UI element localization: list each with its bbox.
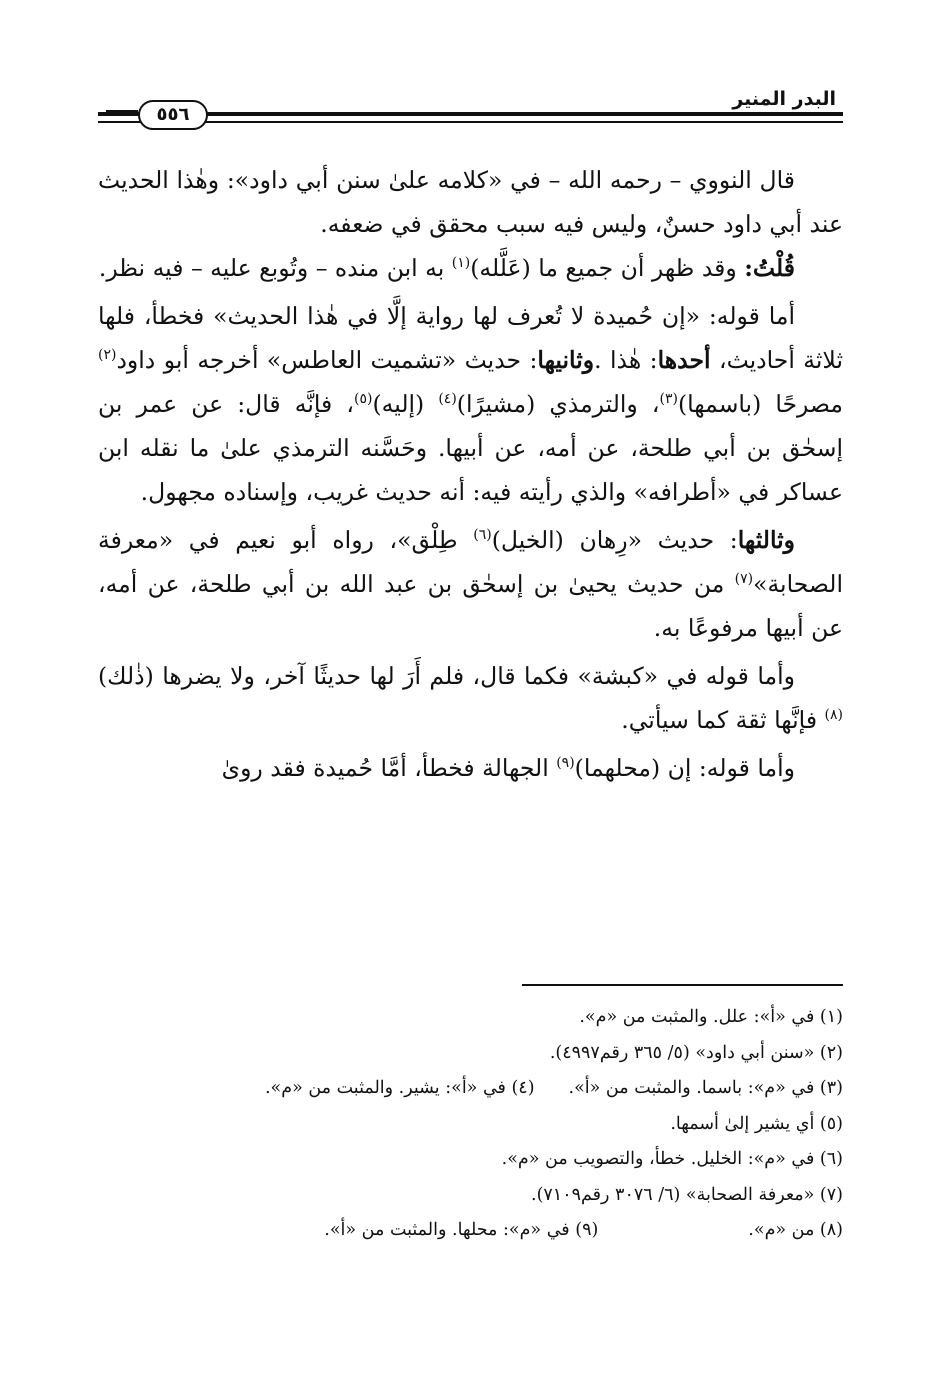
text-segment: : هٰذا . xyxy=(594,346,658,374)
footnote-ref-2: (٢) xyxy=(98,347,117,364)
text-segment: طِلْق»، رواه أبو نعيم في «معرفة الصحابة» xyxy=(98,526,843,598)
footnote-ref-5: (٥) xyxy=(354,391,373,408)
footnote-ref-4: (٤) xyxy=(438,391,457,408)
lead-word: أحدها xyxy=(657,346,711,374)
text-segment: وأما قوله: إن (محلهما) xyxy=(574,754,795,782)
text-segment: قال النووي – رحمه الله – في «كلامه علىٰ سنن أبي داود»: وهٰذا الحديث عند أبي داود حسنٌ، وليس فيه سبب محقق في ضعفه. xyxy=(98,166,843,238)
footnote-5: (٥) أي يشير إلىٰ أسمها. xyxy=(670,1113,843,1134)
footnote-ref-8: (٨) xyxy=(824,707,843,724)
paragraph-3 xyxy=(98,294,843,514)
footnote-separator xyxy=(522,984,843,986)
paragraph-6 xyxy=(98,746,843,790)
text-segment: ، والترمذي (مشيرًا) xyxy=(456,390,660,418)
text-segment: الجهالة فخطأ، أمَّا حُميدة فقد روىٰ xyxy=(221,754,557,782)
text-segment: وأما قوله في «كبشة» فكما قال، فلم أَرَ لها حديثًا آخر، ولا يضرها (ذٰلك) xyxy=(98,662,795,690)
footnote-ref-3: (٣) xyxy=(659,391,678,408)
footnote-1: (١) في «أ»: علل. والمثبت من «م». xyxy=(579,1007,843,1027)
paragraph-4 xyxy=(98,518,843,650)
footnote-4: (٤) في «أ»: يشير. والمثبت من «م». xyxy=(264,1078,535,1098)
footnote-ref-6: (٦) xyxy=(473,527,492,544)
paragraph-1 xyxy=(98,158,843,246)
text-segment: فإنَّها ثقة كما سيأتي. xyxy=(621,706,825,734)
text-segment: : حديث «تشميت العاطس» أخرجه أبو داود xyxy=(116,346,538,374)
footnote-ref-7: (٧) xyxy=(734,571,754,588)
footnote-8: (٨) من «م». xyxy=(748,1220,843,1240)
footnote-row-3-4 xyxy=(98,1071,843,1107)
running-title: البدر المنير xyxy=(732,88,836,110)
footnote-ref-1: (١) xyxy=(451,255,471,272)
footnote-ref-9: (٩) xyxy=(556,755,575,772)
lead-word: وثالثها xyxy=(737,526,795,554)
footnote-3: (٣) في «م»: باسما. والمثبت من «أ». xyxy=(568,1078,843,1098)
page-number: ٥٥٦ xyxy=(138,100,208,130)
header-rule-tick xyxy=(106,110,138,112)
footnote-2: (٢) «سنن أبي داود» (٥/ ٣٦٥ رقم٤٩٩٧). xyxy=(549,1042,843,1063)
footnotes xyxy=(98,1000,843,1249)
paragraph-2 xyxy=(98,246,843,290)
text-segment: مصرحًا (باسمها) xyxy=(677,390,843,418)
text-segment: من حديث يحيىٰ بن إسحٰق بن عبد الله بن أبي طلحة، عن أمه، عن أبيها مرفوعًا به. xyxy=(98,570,843,642)
footnote-7: (٧) «معرفة الصحابة» (٦/ ٣٠٧٦ رقم٧١٠٩). xyxy=(531,1184,843,1205)
footnote-9: (٩) في «م»: محلها. والمثبت من «أ». xyxy=(324,1220,599,1240)
footnote-row-8-9 xyxy=(98,1213,843,1249)
text-segment: ، فإنَّه قال: عن عمر بن إسحٰق بن أبي طلحة، عن أمه، عن أبيها. وحَسَّنه الترمذي علىٰ ما نقله ابن عساكر في «أطرافه» والذي رأيته فيه: أنه حديث غريب، وإسناده مجهول. xyxy=(98,390,843,506)
text-segment: به ابن منده – وتُوبع عليه – فيه نظر. xyxy=(98,254,452,282)
text-segment: (إليه) xyxy=(372,390,439,418)
lead-word: قُلْتُ: xyxy=(744,254,795,282)
lead-word: وثانيها xyxy=(537,346,595,374)
footnote-6: (٦) في «م»: الخليل. خطأ، والتصويب من «م». xyxy=(501,1149,843,1169)
paragraph-5 xyxy=(98,654,843,742)
text-segment: أما قوله: «إن حُميدة لا تُعرف لها رواية إلَّا في هٰذا الحديث» فخطأ، فلها ثلاثة أحاديث، xyxy=(98,302,843,374)
text-segment: : حديث «رِهان (الخيل) xyxy=(491,526,738,554)
text-segment: وقد ظهر أن جميع ما (عَلَّله) xyxy=(470,254,745,282)
header-rule-thick xyxy=(98,112,843,116)
header-rule-thin xyxy=(98,121,843,123)
main-text xyxy=(98,158,843,790)
